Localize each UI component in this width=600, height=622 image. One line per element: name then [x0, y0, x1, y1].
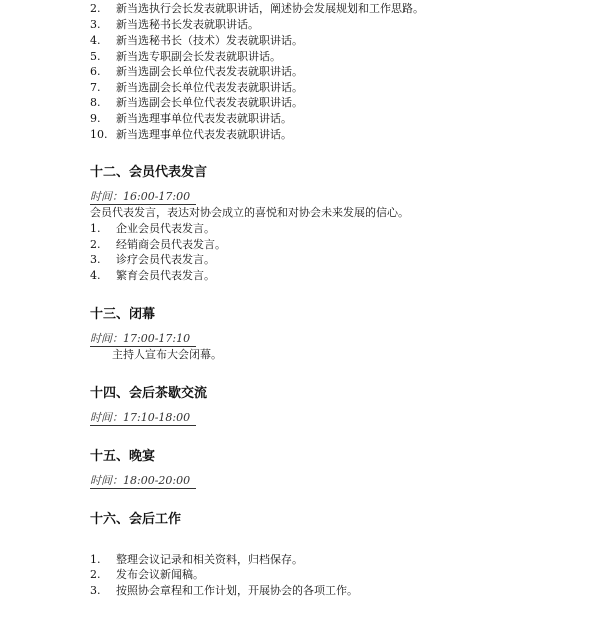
section-intro: 会员代表发言，表达对协会成立的喜悦和对协会未来发展的信心。 [90, 206, 409, 219]
list-item: 7. 新当选副会长单位代表发表就职讲话。 [90, 81, 303, 94]
list-item: 6. 新当选副会长单位代表发表就职讲话。 [90, 65, 303, 78]
list-item: 5. 新当选专职副会长发表就职讲话。 [90, 50, 281, 63]
list-item: 4. 繁育会员代表发言。 [90, 269, 215, 282]
section-text: 主持人宣布大会闭幕。 [112, 348, 222, 361]
list-item: 1. 整理会议记录和相关资料，归档保存。 [90, 553, 303, 566]
time-label: 时间：16:00-17:00 [90, 189, 196, 205]
section-heading: 十二、会员代表发言 [90, 165, 208, 180]
section-heading: 十六、会后工作 [90, 512, 182, 527]
list-item: 10. 新当选理事单位代表发表就职讲话。 [90, 128, 292, 141]
list-item: 2. 新当选执行会长发表就职讲话，阐述协会发展规划和工作思路。 [90, 2, 424, 15]
list-item: 4. 新当选秘书长（技术）发表就职讲话。 [90, 34, 303, 47]
list-item: 3. 按照协会章程和工作计划，开展协会的各项工作。 [90, 584, 358, 597]
list-item: 3. 诊疗会员代表发言。 [90, 253, 215, 266]
list-item: 8. 新当选副会长单位代表发表就职讲话。 [90, 96, 303, 109]
section-heading: 十五、晚宴 [90, 449, 156, 464]
section-heading: 十三、闭幕 [90, 307, 156, 322]
list-item: 9. 新当选理事单位代表发表就职讲话。 [90, 112, 292, 125]
list-item: 3. 新当选秘书长发表就职讲话。 [90, 18, 259, 31]
list-item: 2. 经销商会员代表发言。 [90, 238, 226, 251]
list-item: 2. 发布会议新闻稿。 [90, 568, 204, 581]
section-heading: 十四、会后茶歇交流 [90, 386, 208, 401]
time-label: 时间：17:10-18:00 [90, 410, 196, 426]
time-label: 时间：18:00-20:00 [90, 473, 196, 489]
time-label: 时间：17:00-17:10 [90, 331, 196, 347]
list-item: 1. 企业会员代表发言。 [90, 222, 215, 235]
